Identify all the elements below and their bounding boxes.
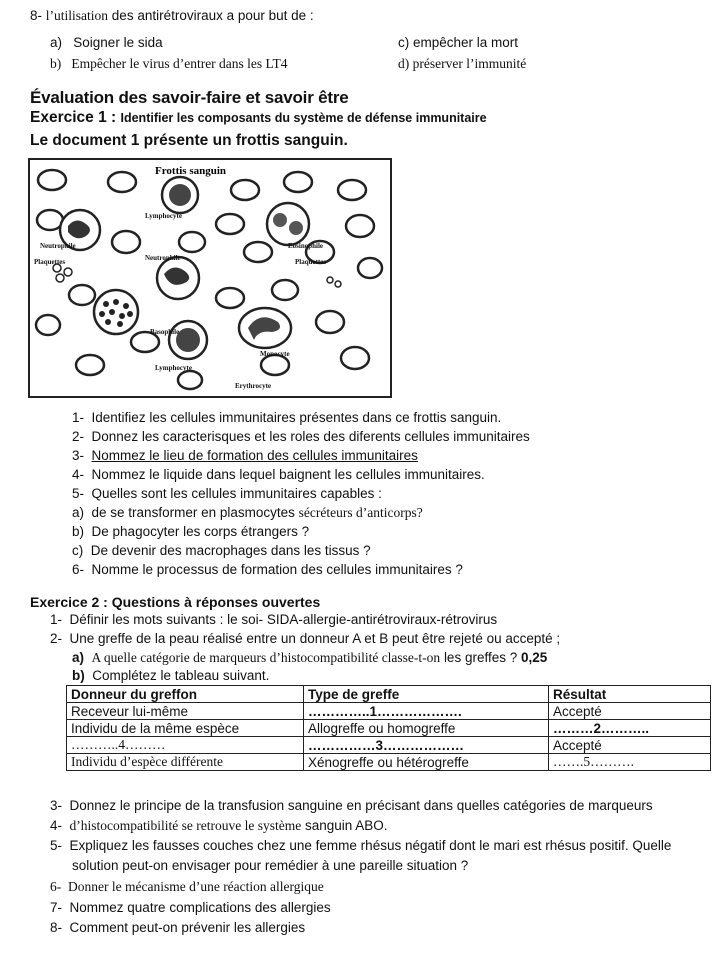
- table-header-row: [67, 686, 711, 703]
- table-header: Type de greffe: [304, 686, 549, 703]
- ex2-q7: 7- Nommez quatre complications des allergies: [50, 900, 331, 915]
- ex2-q6: 6- Donner le mécanisme d’une réaction allergique: [50, 879, 324, 894]
- ex1-q3: 3- Nommez le lieu de formation des cellules immunitaires: [72, 448, 418, 463]
- figure-label: Plaquettes: [34, 258, 66, 266]
- ex2-q2a: a) A quelle catégorie de marqueurs d’histocompatibilité classe-t-on les greffes ? 0,25: [72, 650, 548, 665]
- q8-option-d: d) préserver l’immunité: [398, 56, 527, 71]
- table-row: [67, 754, 711, 771]
- ex1-q6: 6- Nomme le processus de formation des cellules immunitaires ?: [72, 562, 463, 577]
- ex1-q4: 4- Nommez le liquide dans lequel baignent les cellules immunitaires.: [72, 467, 485, 482]
- q8-option-c: c) empêcher la mort: [398, 35, 519, 50]
- section-title: Évaluation des savoir-faire et savoir être: [30, 88, 349, 107]
- ex2-q3: 3- Donnez le principe de la transfusion sanguine en précisant dans quelles catégories de marqueurs: [50, 798, 653, 813]
- table-cell: Xénogreffe ou hétérogreffe: [304, 754, 549, 771]
- blood-smear-figure: [28, 158, 392, 398]
- table-header: Résultat: [549, 686, 711, 703]
- ex1-q5c: c) De devenir des macrophages dans les tissus ?: [72, 543, 371, 558]
- ex2-q4: 4- d’histocompatibilité se retrouve le système sanguin ABO.: [50, 818, 388, 833]
- table-cell: Accepté: [549, 703, 711, 720]
- figure-label: Eosinophile: [288, 242, 324, 250]
- exercise1-intro: Le document 1 présente un frottis sanguin.: [30, 132, 348, 149]
- figure-label: Neutrophile: [145, 254, 181, 262]
- table-header: Donneur du greffon: [67, 686, 304, 703]
- figure-label: Neutrophile: [40, 242, 76, 250]
- blood-smear-drawing: [30, 160, 390, 396]
- table-cell: Individu d’espèce différente: [67, 754, 304, 771]
- figure-label: Basophile: [150, 328, 180, 336]
- table-row: [67, 737, 711, 754]
- ex2-q5-cont: solution peut-on envisager pour remédier à une pareille situation ?: [72, 858, 469, 873]
- table-row: [67, 720, 711, 737]
- figure-label: Lymphocyte: [145, 212, 182, 220]
- table-cell: …………..1……………….: [304, 703, 549, 720]
- q8-stem: 8- l’utilisation des antirétroviraux a pour but de :: [30, 8, 314, 23]
- ex2-q8: 8- Comment peut-on prévenir les allergies: [50, 920, 306, 935]
- ex2-q2b: b) Complétez le tableau suivant.: [72, 668, 270, 683]
- q8-option-a: a) Soigner le sida: [50, 35, 163, 50]
- table-row: [67, 703, 711, 720]
- ex2-q1: 1- Définir les mots suivants : le soi- SIDA-allergie-antirétroviraux-rétrovirus: [50, 612, 498, 627]
- table-cell: ……………3………………: [304, 737, 549, 754]
- figure-title: Frottis sanguin: [155, 165, 227, 177]
- figure-label: Lymphocyte: [155, 364, 192, 372]
- ex1-q5b: b) De phagocyter les corps étrangers ?: [72, 524, 310, 539]
- exercise2-title: Exercice 2 : Questions à réponses ouvertes: [30, 594, 321, 610]
- q8-option-b: b) Empêcher le virus d’entrer dans les LT4: [50, 56, 288, 71]
- exercise1-title: Exercice 1 : Identifier les composants du système de défense immunitaire: [30, 109, 487, 126]
- figure-label: Plaquettes: [295, 258, 327, 266]
- table-cell: Accepté: [549, 737, 711, 754]
- figure-label: Erythrocyte: [235, 382, 272, 390]
- table-cell: Individu de la même espèce: [67, 720, 304, 737]
- ex1-q1: 1- Identifiez les cellules immunitaires présentes dans ce frottis sanguin.: [72, 410, 502, 425]
- table-cell: ………..4………: [67, 737, 304, 754]
- ex1-q5: 5- Quelles sont les cellules immunitaires capables :: [72, 486, 382, 501]
- graft-table: [66, 685, 711, 771]
- ex2-q2: 2- Une greffe de la peau réalisé entre un donneur A et B peut être rejeté ou accepté ;: [50, 631, 561, 646]
- figure-label: Monocyte: [260, 350, 290, 358]
- table-cell: …….5……….: [549, 754, 711, 771]
- table-cell: ………2………..: [549, 720, 711, 737]
- leukocytes: [60, 177, 309, 359]
- ex1-q5a: a) de se transformer en plasmocytes sécréteurs d’anticorps?: [72, 505, 423, 520]
- table-cell: Allogreffe ou homogreffe: [304, 720, 549, 737]
- ex1-q2: 2- Donnez les caracterisques et les roles des diferents cellules immunitaires: [72, 429, 530, 444]
- table-cell: Receveur lui-même: [67, 703, 304, 720]
- ex2-q5: 5- Expliquez les fausses couches chez une femme rhésus négatif dont le mari est rhésus positif. Quelle: [50, 838, 672, 853]
